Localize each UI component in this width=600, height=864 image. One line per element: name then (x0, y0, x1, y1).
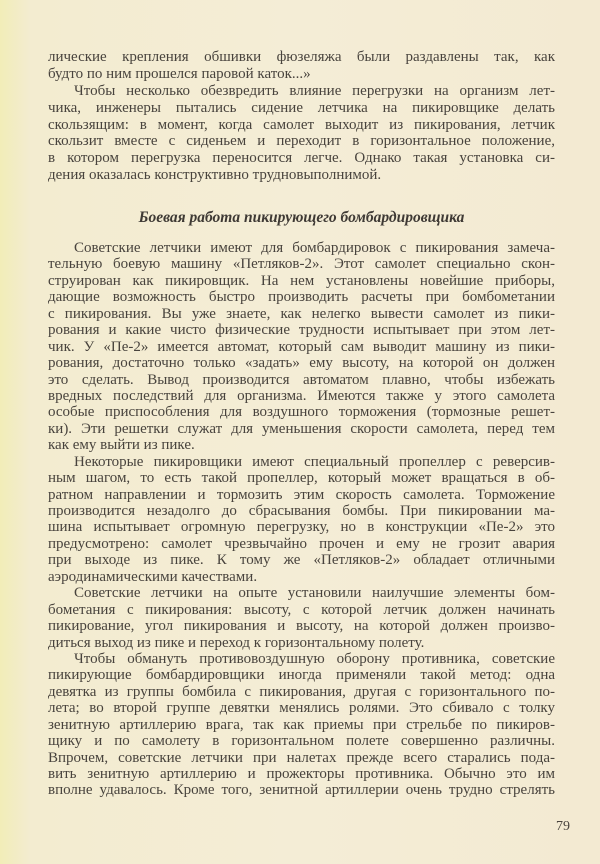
text-line: предусмотрено: самолет чрезвычайно прочен и ему не грозит авария (48, 535, 555, 552)
text-line: как ему выйти из пике. (48, 437, 195, 454)
text-line: скользит вместе с сиденьем и переходит в горизонтальное положение, (48, 133, 555, 150)
text-line: рования и какие чисто физические трудности испытывает при этом лет- (48, 322, 555, 339)
text-line: с пикирования. Вы уже знаете, как нелегко вывести самолет из пики- (48, 305, 555, 322)
text-line: особые приспособления для воздушного торможения (тормозные решет- (48, 404, 555, 421)
text-line: ным шагом, то есть такой пропеллер, который может вращаться в об- (48, 470, 555, 487)
text-line: чика, инженеры пытались сидение летчика на пикировщике делать (48, 99, 555, 116)
text-line: это сделать. Вывод производится автоматом плавно, чтобы избежать (48, 371, 555, 388)
text-line: Советские летчики имеют для бомбардировок с пикирования замеча- (74, 240, 555, 256)
text-line: вредных последствий для организма. Имеются также у этого самолета (48, 387, 555, 404)
text-line: ратном направлении и тормозить этим скорость самолета. Торможение (48, 486, 555, 503)
text-line: Советские летчики на опыте установили наилучшие элементы бом- (74, 585, 555, 602)
text-line: ки). Эти решетки служат для уменьшения скорости самолета, перед тем (48, 420, 555, 437)
text-line: чик. У «Пе-2» имеется автомат, который сам выводит машину из пики- (48, 338, 555, 355)
text-line: пикирование, угол пикирования и высоту, на которой должен произво- (48, 618, 555, 635)
page-number: 79 (556, 819, 570, 834)
text-line: аэродинамическими качествами. (48, 568, 258, 585)
text-line: струирован как пикировщик. На нем установлены новейшие приборы, (48, 272, 555, 289)
text-line: в котором перегрузка переносится легче. Однако такая установка си- (48, 150, 555, 167)
text-line: тельную боевую машину «Петляков-2». Этот самолет специально скон- (48, 256, 555, 273)
text-line: вполне удавалось. Кроме того, зенитной артиллерии очень трудно стрелять (48, 782, 555, 799)
text-line: зенитную артиллерию врага, так как приемы при стрельбе по пикиров- (48, 716, 555, 733)
text-line: лета; во второй группе девятки менялись ролями. Это сбивало с толку (48, 700, 555, 717)
section-body-block (48, 240, 555, 799)
text-line: Некоторые пикировщики имеют специальный пропеллер с реверсив- (74, 453, 555, 470)
text-line: рования, достаточно только «задать» ему высоту, на которой он должен (48, 355, 555, 372)
text-line: дения оказалась конструктивно трудновыполнимой. (48, 167, 382, 184)
text-line: лические крепления обшивки фюзеляжа были раздавлены так, как (48, 49, 555, 65)
text-line: производится незадолго до сбрасывания бомбы. При пикировании ма- (48, 503, 555, 519)
text-line: шина испытывает огромную перегрузку, но в конструкции «Пе-2» это (48, 519, 555, 536)
text-line: вить зенитную артиллерию и прожекторы противника. Обычно это им (48, 766, 555, 782)
continued-paragraph-block (48, 49, 555, 184)
text-line: пикирующие бомбардировщики иногда применяли такой метод: одна (48, 667, 555, 684)
text-line: Чтобы несколько обезвредить влияние перегрузки на организм лет- (74, 82, 555, 99)
text-line: бометания с пикирования: высоту, с которой летчик должен начинать (48, 601, 555, 618)
text-line: дающие возможность быстро производить расчеты при бомбометании (48, 289, 555, 306)
text-line: будто по ним прошелся паровой каток...» (48, 65, 311, 82)
text-line: скользящим: в момент, когда самолет выходит из пикирования, летчик (48, 116, 555, 133)
text-line: при выходе из пике. К тому же «Петляков-2» обладает отличными (48, 552, 555, 569)
text-line: диться выход из пике и переход к горизонтальному полету. (48, 634, 425, 651)
section-heading: Боевая работа пикирующего бомбардировщика (138, 209, 465, 226)
text-line: девятка из группы бомбила с пикирования, другая с горизонтального по- (48, 683, 555, 700)
text-line: щику и по самолету в горизонтальном полете совершенно различны. (48, 733, 555, 750)
text-line: Чтобы обмануть противовоздушную оборону противника, советские (74, 650, 555, 667)
text-line: Впрочем, советские летчики при налетах прежде всего старались пода- (48, 749, 555, 766)
